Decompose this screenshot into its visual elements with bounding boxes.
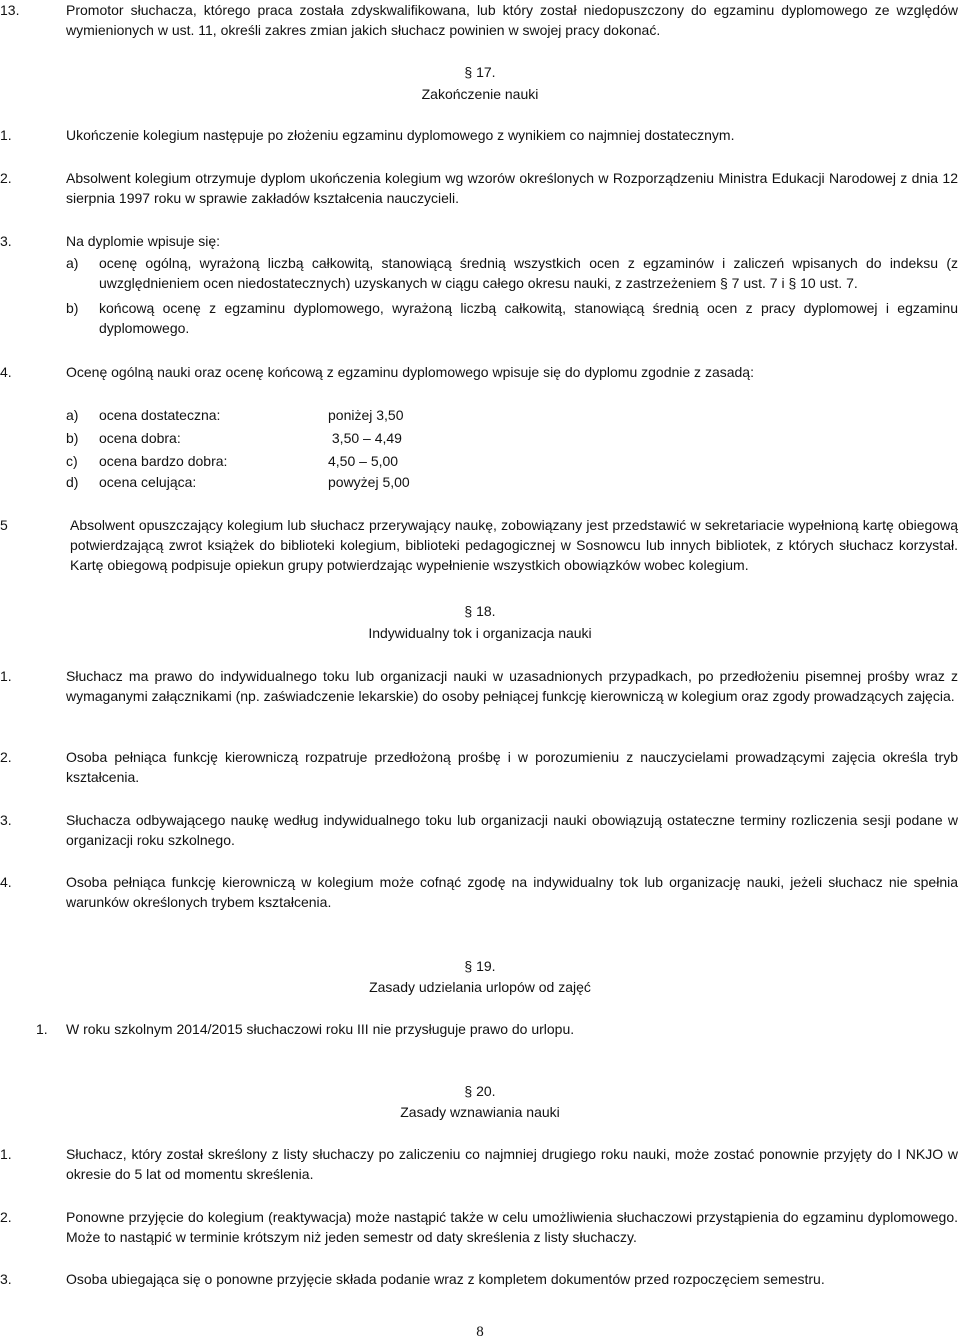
item-text: Ukończenie kolegium następuje po złożeniu egzaminu dyplomowego z wynikiem co najmniej dostatecznym. bbox=[66, 127, 735, 143]
item-number: 4. bbox=[0, 874, 12, 890]
item-text: Słuchacz ma prawo do indywidualnego toku lub organizacji nauki w uzasadnionych przypadkach, po przedłożeniu pisemnej prośby wraz z wymaganymi załącznikami (np. zaświadczenie lekarskie) do osoby pełniącej funkcję kierowniczą w kolegium oraz zgody prowadzących zajęcia. bbox=[66, 668, 958, 704]
grade-range: 4,50 – 5,00 bbox=[328, 453, 399, 469]
item-number: 1. bbox=[0, 1146, 12, 1162]
section-number: § 18. bbox=[464, 603, 496, 619]
grade-row bbox=[66, 451, 466, 471]
item-text: Słuchacza odbywającego naukę według indywidualnego toku lub organizacji nauki obowiązują ostateczne terminy rozliczenia sesji podane w organizacji roku szkolnego. bbox=[66, 812, 958, 848]
item-text: Ocenę ogólną nauki oraz ocenę końcową z egzaminu dyplomowego wpisuje się do dyplomu zgodnie z zasadą: bbox=[66, 364, 754, 380]
item-text: W roku szkolnym 2014/2015 słuchaczowi roku III nie przysługuje prawo do urlopu. bbox=[66, 1021, 575, 1037]
item-number: 4. bbox=[0, 364, 12, 380]
item-number: 3. bbox=[0, 812, 12, 828]
page-number: 8 bbox=[476, 1324, 484, 1340]
item-text: Na dyplomie wpisuje się: bbox=[66, 233, 221, 249]
grade-range: 3,50 – 4,49 bbox=[328, 430, 402, 446]
subitem-text: końcową ocenę z egzaminu dyplomowego, wyrażoną liczbą całkowitą, stanowiącą średnią ocen z pracy dyplomowej i egzaminu dyplomowego. bbox=[99, 300, 958, 336]
item-text: Ponowne przyjęcie do kolegium (reaktywacja) może nastąpić także w celu umożliwienia słuchaczowi przystąpienia do egzaminu dyplomowego. Może to nastąpić w terminie krótszym niż jeden semestr od daty skreślenia z listy słuchaczy. bbox=[66, 1209, 958, 1245]
item-number: 3. bbox=[0, 233, 12, 249]
grade-row bbox=[66, 472, 466, 492]
item-text: Osoba ubiegająca się o ponowne przyjęcie składa podanie wraz z kompletem dokumentów przed rozpoczęciem semestru. bbox=[66, 1271, 825, 1287]
grade-label: b) bbox=[66, 430, 79, 446]
grade-row bbox=[66, 405, 466, 425]
section-title: Zasady wznawiania nauki bbox=[400, 1104, 560, 1120]
item-number: 1. bbox=[0, 668, 12, 684]
item-text: Słuchacz, który został skreślony z listy słuchaczy po zaliczeniu co najmniej drugiego roku nauki, może zostać ponownie przyjęty do I NKJO w okresie do 5 lat od momentu skreślenia. bbox=[66, 1146, 958, 1182]
item-text: Osoba pełniąca funkcję kierowniczą rozpatruje przedłożoną prośbę i w porozumieniu z nauczycielami prowadzącymi zajęcia określa tryb kształcenia. bbox=[66, 749, 958, 785]
diploma-subitem-b bbox=[66, 298, 958, 338]
grade-label: c) bbox=[66, 453, 78, 469]
item-text: Absolwent opuszczający kolegium lub słuchacz przerywający naukę, zobowiązany jest przedstawić w sekretariacie wypełnioną kartę obiegową potwierdzającą zwrot książek do biblioteki kolegium, biblioteki pedagogicznej w Sosnowcu lub innych bibliotek, z których słuchacz korzystał. Kartę obiegową podpisuje opiekun grupy potwierdzając wypełnienie wszystkich obowiązków wobec kolegium. bbox=[70, 517, 958, 573]
grade-range: powyżej 5,00 bbox=[328, 474, 410, 490]
grade-name: ocena dostateczna: bbox=[99, 407, 221, 423]
section-title: Zasady udzielania urlopów od zajęć bbox=[369, 979, 591, 995]
subitem-label: a) bbox=[66, 255, 79, 271]
subitem-text: ocenę ogólną, wyrażoną liczbą całkowitą, stanowiącą średnią wszystkich ocen z egzaminów i zaliczeń wpisanych do indeksu (z uwzględnieniem ocen niedostatecznych) uzyskanych w ciągu całego okresu nauki, z zastrzeżeniem § 7 ust. 7 i § 10 ust. 7. bbox=[99, 255, 958, 291]
grade-name: ocena dobra: bbox=[99, 430, 181, 446]
item-number: 3. bbox=[0, 1271, 12, 1287]
section-number: § 20. bbox=[464, 1083, 496, 1099]
subitem-label: b) bbox=[66, 300, 79, 316]
section-number: § 17. bbox=[464, 64, 496, 80]
grade-label: d) bbox=[66, 474, 79, 490]
grade-name: ocena bardzo dobra: bbox=[99, 453, 228, 469]
grade-label: a) bbox=[66, 407, 79, 423]
item-number: 13. bbox=[0, 2, 20, 18]
section-title: Indywidualny tok i organizacja nauki bbox=[368, 625, 592, 641]
grade-row bbox=[66, 428, 466, 448]
grade-name: ocena celująca: bbox=[99, 474, 197, 490]
item-number: 2. bbox=[0, 1209, 12, 1225]
item-number: 5 bbox=[0, 517, 8, 533]
section-title: Zakończenie nauki bbox=[421, 86, 539, 102]
item-text: Absolwent kolegium otrzymuje dyplom ukończenia kolegium wg wzorów określonych w Rozporządzeniu Ministra Edukacji Narodowej z dnia 12 sierpnia 1997 roku w sprawie zakładów kształcenia nauczycieli. bbox=[66, 170, 958, 206]
item-number: 2. bbox=[0, 170, 12, 186]
item-number: 2. bbox=[0, 749, 12, 765]
item-text: Promotor słuchacza, którego praca została zdyskwalifikowana, lub który został niedopuszczony do egzaminu dyplomowego ze względów wymienionych w ust. 11, określi zakres zmian jakich słuchacz powinien w swojej pracy dokonać. bbox=[66, 2, 958, 38]
item-number: 1. bbox=[36, 1021, 48, 1037]
grade-range: poniżej 3,50 bbox=[328, 407, 404, 423]
item-number: 1. bbox=[0, 127, 12, 143]
section-number: § 19. bbox=[464, 958, 496, 974]
item-text: Osoba pełniąca funkcję kierowniczą w kolegium może cofnąć zgodę na indywidualny tok lub organizację nauki, jeżeli słuchacz nie spełnia warunków określonych trybem kształcenia. bbox=[66, 874, 958, 910]
